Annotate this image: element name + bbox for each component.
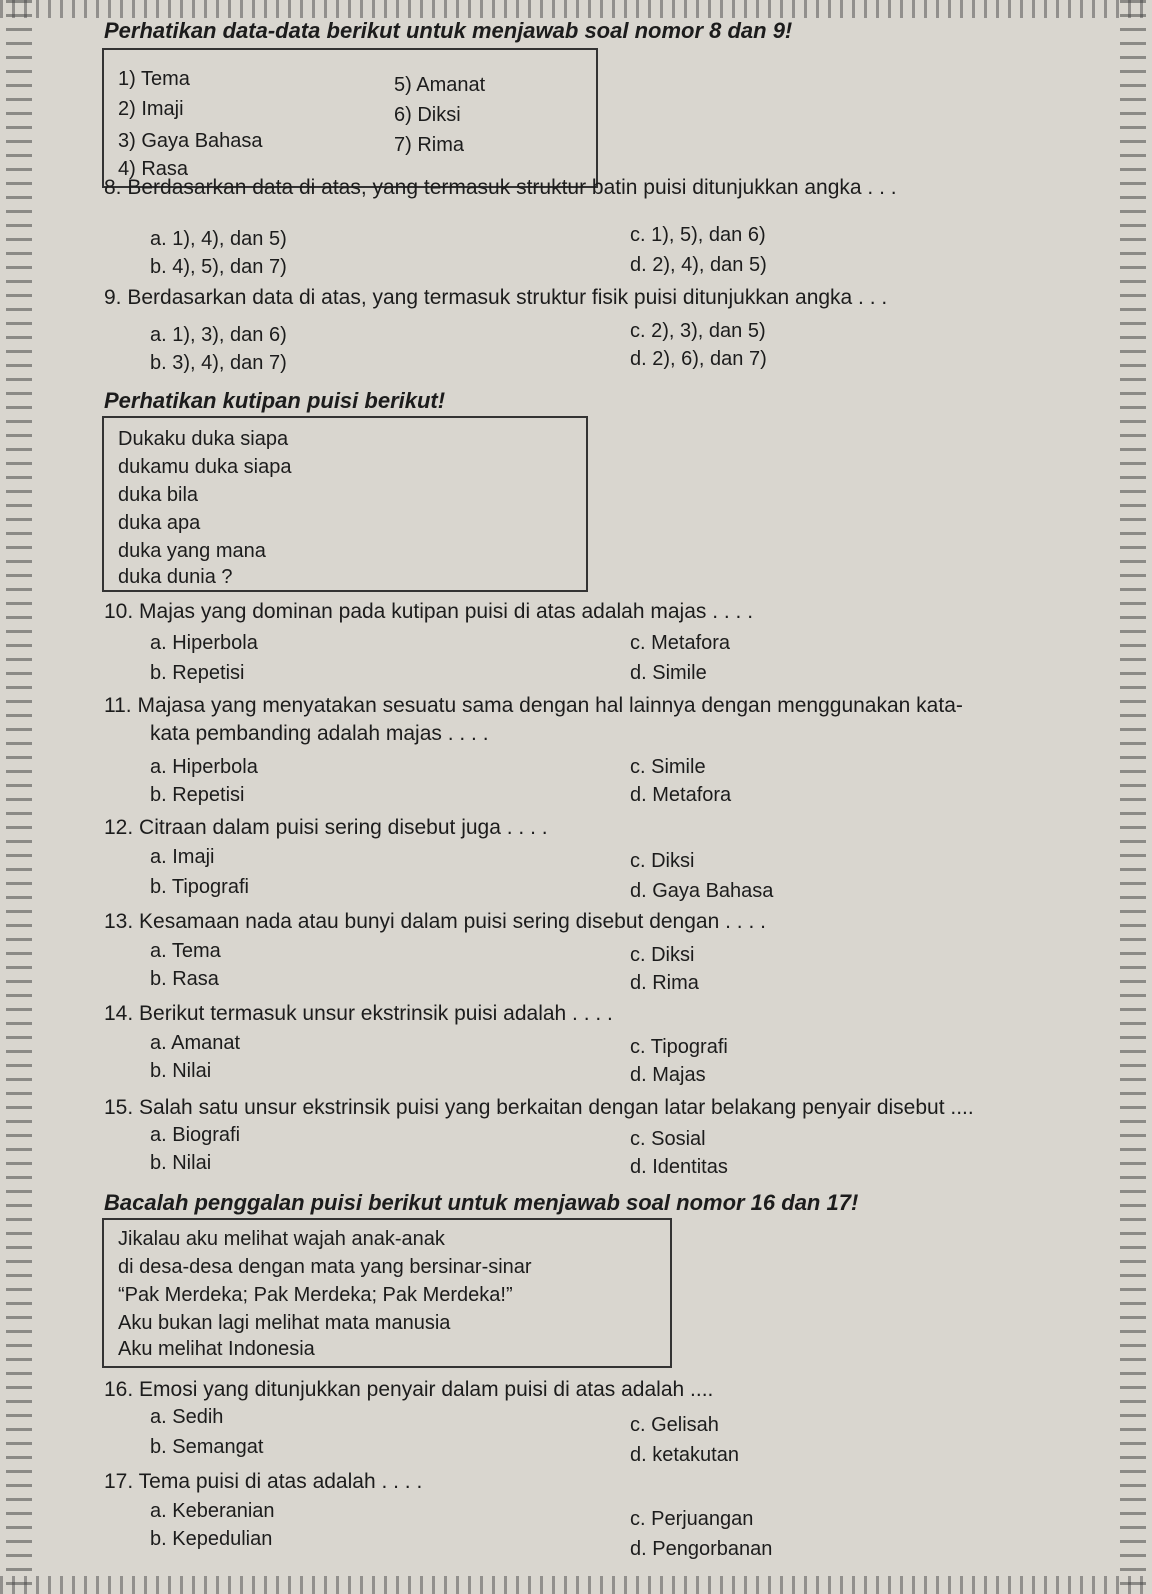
data-item: 7) Rima <box>394 134 465 156</box>
option-17c: c. Perjuangan <box>630 1508 754 1530</box>
option-10d: d. Simile <box>630 662 707 684</box>
option-17d: d. Pengorbanan <box>630 1538 773 1560</box>
option-11a: a. Hiperbola <box>150 756 258 778</box>
instruction-heading-2: Perhatikan kutipan puisi berikut! <box>104 388 446 413</box>
question-11-cont: kata pembanding adalah majas . . . . <box>150 722 489 745</box>
option-15a: a. Biografi <box>150 1124 241 1146</box>
question-17: 17. Tema puisi di atas adalah . . . . <box>104 1470 423 1493</box>
option-12d: d. Gaya Bahasa <box>630 880 774 902</box>
data-item: 1) Tema <box>118 68 190 90</box>
poem-line: Aku melihat Indonesia <box>118 1338 315 1360</box>
option-14a: a. Amanat <box>150 1032 241 1054</box>
poem-line: Dukaku duka siapa <box>118 428 289 450</box>
option-8a: a. 1), 4), dan 5) <box>150 228 287 250</box>
option-16d: d. ketakutan <box>630 1444 739 1466</box>
option-9d: d. 2), 6), dan 7) <box>630 348 767 370</box>
question-14: 14. Berikut termasuk unsur ekstrinsik puisi adalah . . . . <box>104 1002 613 1025</box>
option-15b: b. Nilai <box>150 1152 212 1174</box>
option-11b: b. Repetisi <box>150 784 245 806</box>
data-list-box <box>102 48 598 188</box>
option-14c: c. Tipografi <box>630 1036 728 1058</box>
option-17a: a. Keberanian <box>150 1500 275 1522</box>
option-13d: d. Rima <box>630 972 699 994</box>
option-12c: c. Diksi <box>630 850 695 872</box>
option-13b: b. Rasa <box>150 968 219 990</box>
option-15d: d. Identitas <box>630 1156 728 1178</box>
data-item: 5) Amanat <box>394 74 486 96</box>
option-16b: b. Semangat <box>150 1436 264 1458</box>
option-16a: a. Sedih <box>150 1406 224 1428</box>
option-13a: a. Tema <box>150 940 221 962</box>
poem-line: Jikalau aku melihat wajah anak-anak <box>118 1228 445 1250</box>
option-9a: a. 1), 3), dan 6) <box>150 324 287 346</box>
option-11c: c. Simile <box>630 756 706 778</box>
data-item: 6) Diksi <box>394 104 461 126</box>
poem-line: dukamu duka siapa <box>118 456 292 478</box>
question-10: 10. Majas yang dominan pada kutipan puisi di atas adalah majas . . . . <box>104 600 754 623</box>
question-12: 12. Citraan dalam puisi sering disebut juga . . . . <box>104 816 548 839</box>
poem-line: Aku bukan lagi melihat mata manusia <box>118 1312 451 1334</box>
option-16c: c. Gelisah <box>630 1414 719 1436</box>
poem-box-2 <box>102 1218 672 1368</box>
option-12b: b. Tipografi <box>150 876 249 898</box>
data-item: 4) Rasa <box>118 158 189 180</box>
option-8c: c. 1), 5), dan 6) <box>630 224 766 246</box>
poem-line: di desa-desa dengan mata yang bersinar-sinar <box>118 1256 532 1278</box>
data-item: 3) Gaya Bahasa <box>118 130 263 152</box>
option-8d: d. 2), 4), dan 5) <box>630 254 767 276</box>
option-13c: c. Diksi <box>630 944 695 966</box>
question-16: 16. Emosi yang ditunjukkan penyair dalam puisi di atas adalah .... <box>104 1378 714 1401</box>
question-13: 13. Kesamaan nada atau bunyi dalam puisi sering disebut dengan . . . . <box>104 910 766 933</box>
poem-line: duka yang mana <box>118 540 266 562</box>
option-10c: c. Metafora <box>630 632 731 654</box>
option-14b: b. Nilai <box>150 1060 212 1082</box>
option-10a: a. Hiperbola <box>150 632 258 654</box>
option-12a: a. Imaji <box>150 846 215 868</box>
question-15: 15. Salah satu unsur ekstrinsik puisi yang berkaitan dengan latar belakang penyair disebut .... <box>104 1096 974 1119</box>
question-11: 11. Majasa yang menyatakan sesuatu sama dengan hal lainnya dengan menggunakan kata- <box>104 694 963 717</box>
poem-box-1 <box>102 416 588 592</box>
option-15c: c. Sosial <box>630 1128 706 1150</box>
option-14d: d. Majas <box>630 1064 706 1086</box>
question-8: 8. Berdasarkan data di atas, yang termasuk struktur batin puisi ditunjukkan angka . . . <box>104 176 897 199</box>
option-10b: b. Repetisi <box>150 662 245 684</box>
poem-line: duka apa <box>118 512 201 534</box>
option-17b: b. Kepedulian <box>150 1528 273 1550</box>
poem-line: “Pak Merdeka; Pak Merdeka; Pak Merdeka!” <box>118 1284 513 1306</box>
question-9: 9. Berdasarkan data di atas, yang termasuk struktur fisik puisi ditunjukkan angka . . . <box>104 286 888 309</box>
option-11d: d. Metafora <box>630 784 732 806</box>
data-item: 2) Imaji <box>118 98 184 120</box>
option-9b: b. 3), 4), dan 7) <box>150 352 287 374</box>
instruction-heading-3: Bacalah penggalan puisi berikut untuk menjawab soal nomor 16 dan 17! <box>104 1190 859 1215</box>
instruction-heading-1: Perhatikan data-data berikut untuk menjawab soal nomor 8 dan 9! <box>104 18 793 43</box>
poem-line: duka bila <box>118 484 199 506</box>
poem-line: duka dunia ? <box>118 566 233 588</box>
option-8b: b. 4), 5), dan 7) <box>150 256 287 278</box>
option-9c: c. 2), 3), dan 5) <box>630 320 766 342</box>
